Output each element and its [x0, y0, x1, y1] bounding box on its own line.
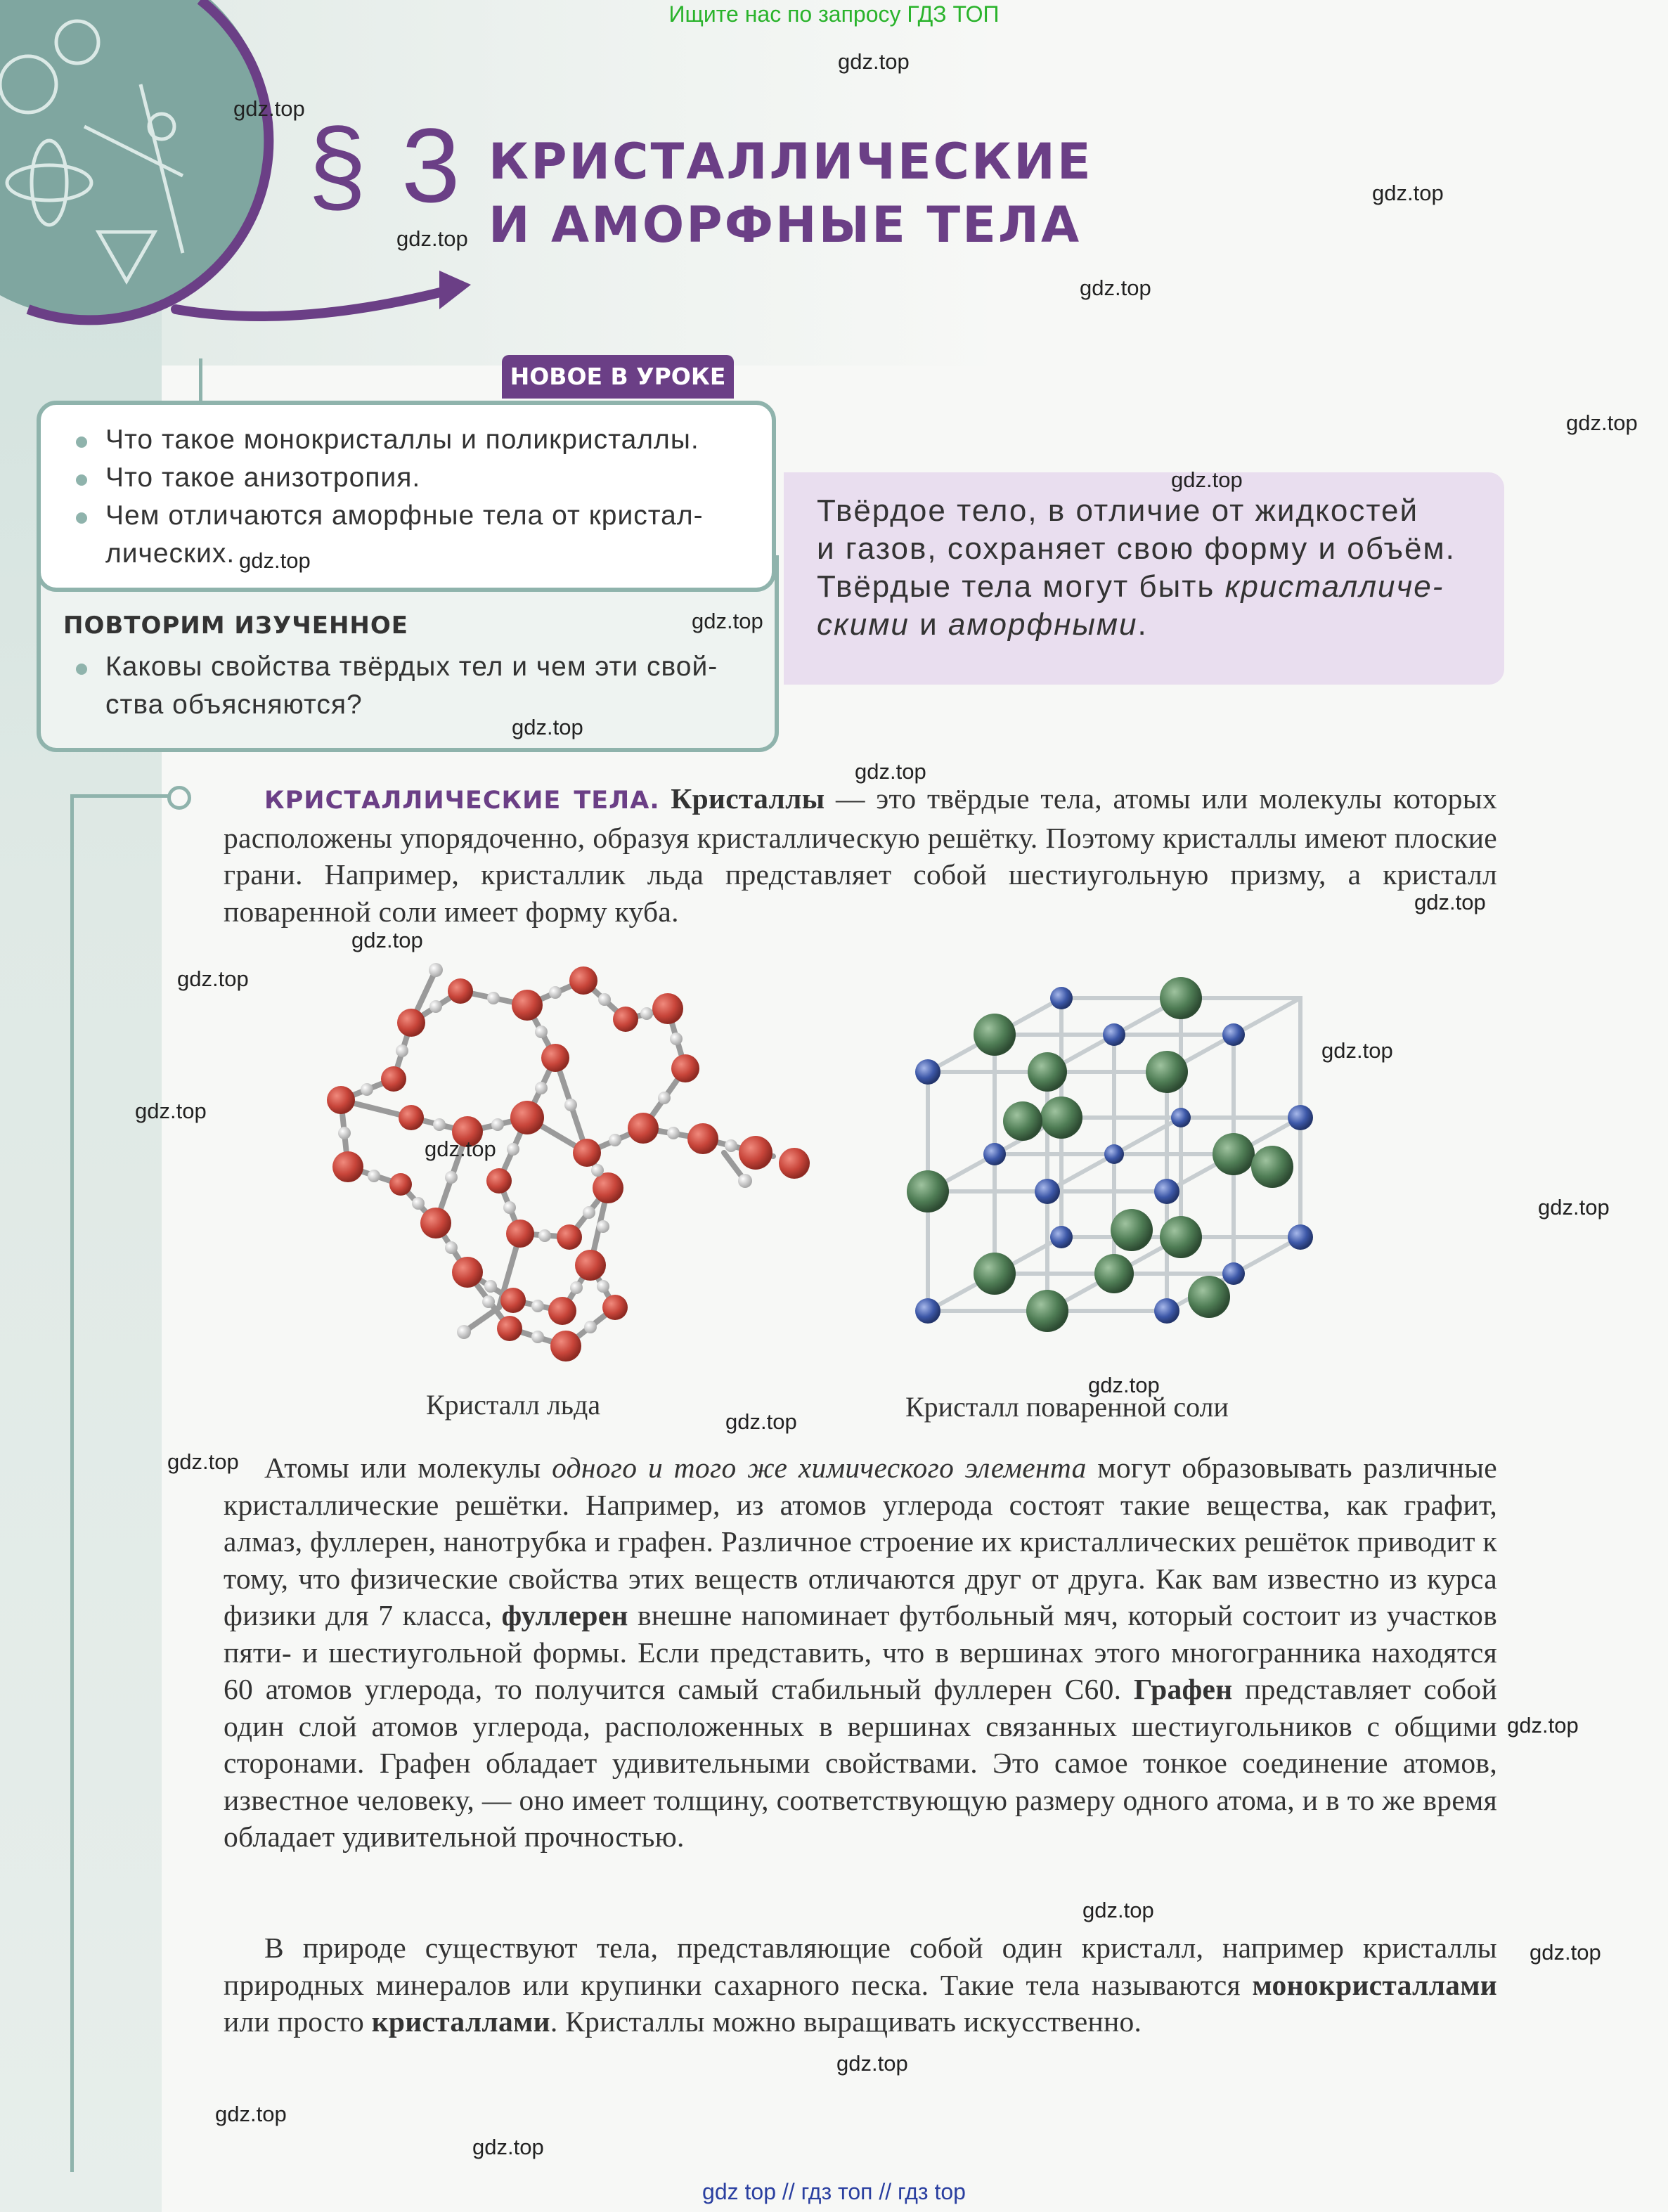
paragraph-carbon	[224, 1449, 1497, 1856]
watermark: gdz.top	[836, 2051, 908, 2076]
section1-text: — это твёрдые тела, атомы или молекулы которых расположены упорядоченно, образуя кристаллическую решётку. Поэтому кристаллы имеют плоские грани. Например, кристаллик льда представляет собой шестиугольную призму, а кристалл поваренной соли имеет форму куба.	[224, 782, 1497, 928]
definition-plain: Твёрдые тела могут быть	[817, 569, 1225, 604]
definition-line-1: Твёрдое тело, в отличие от жидкостей	[817, 493, 1419, 528]
paragraph2-italic: одного и того же химического элемента	[552, 1451, 1087, 1484]
watermark: gdz.top	[1530, 1940, 1601, 1965]
term-fullerene: фуллерен	[501, 1599, 628, 1631]
definition-text	[817, 492, 1470, 644]
definition-italic: кристалличе-	[1224, 569, 1444, 604]
definition-plain: .	[1137, 607, 1148, 642]
section-marker-icon	[167, 786, 191, 810]
definition-italic: скими	[817, 607, 910, 642]
salt-caption: Кристалл поваренной соли	[905, 1391, 1229, 1423]
ice-caption: Кристалл льда	[426, 1389, 601, 1421]
search-hint-banner: Ищите нас по запросу ГДЗ ТОП	[668, 1, 1000, 27]
paragraph-monocrystals	[224, 1929, 1497, 2040]
paragraph3-text: . Кристаллы можно выращивать искусственно.	[550, 2005, 1142, 2038]
ice-crystal-figure	[288, 942, 829, 1392]
watermark: gdz.top	[135, 1099, 207, 1123]
watermark: gdz.top	[1507, 1713, 1579, 1738]
term-monocrystals: монокристаллами	[1252, 1968, 1497, 2001]
definition-line-2: и газов, сохраняет свою форму и объём.	[817, 531, 1456, 566]
bullet-icon	[76, 474, 87, 486]
watermark: gdz.top	[233, 96, 305, 121]
review-item-line-1: Каковы свойства твёрдых тел и чем эти свой-	[105, 652, 718, 682]
definition-line-4	[817, 606, 1470, 644]
salt-crystal-figure	[900, 977, 1321, 1371]
title-line-2: И АМОРФНЫЕ ТЕЛА	[489, 196, 1082, 254]
watermark: gdz.top	[1171, 467, 1243, 492]
new-in-lesson-badge: НОВОЕ В УРОКЕ	[502, 355, 734, 399]
watermark: gdz.top	[425, 1137, 496, 1161]
watermark: gdz.top	[167, 1449, 239, 1474]
footer-watermark: gdz top // гдз топ // гдз top	[702, 2179, 966, 2204]
paragraph2-text: Атомы или молекулы	[264, 1451, 552, 1484]
definition-plain: и	[909, 607, 948, 642]
watermark: gdz.top	[1321, 1038, 1393, 1063]
new-item-2: Что такое анизотропия.	[105, 463, 421, 493]
watermark: gdz.top	[1088, 1373, 1160, 1397]
section-lead: КРИСТАЛЛИЧЕСКИЕ ТЕЛА.	[264, 787, 660, 815]
new-item-1: Что такое монокристаллы и поликристаллы.	[105, 425, 699, 455]
watermark: gdz.top	[855, 759, 926, 784]
watermark: gdz.top	[692, 609, 763, 633]
term-crystals: Кристаллы	[671, 782, 825, 815]
paragraph3-text: или просто	[224, 2005, 372, 2038]
review-heading: ПОВТОРИМ ИЗУЧЕННОЕ	[63, 612, 408, 640]
watermark: gdz.top	[1538, 1195, 1610, 1220]
watermark: gdz.top	[725, 1409, 797, 1434]
frame-line-vertical	[70, 794, 74, 2172]
page-title	[489, 130, 1093, 257]
paragraph2-text: могут образовывать различные кристаллические решётки. Например, из атомов углерода состоят такие вещества, как графит, алмаз, фуллерен, нанотрубка и графен. Различное строение их кристаллических решёток приводит к тому, что физические свойства этих веществ отличаются друг от друга. Как вам известно из курса физики для 7 класса,	[224, 1451, 1497, 1631]
term-crystals-bold: кристаллами	[371, 2005, 550, 2038]
watermark: gdz.top	[177, 966, 249, 991]
definition-line-3	[817, 568, 1470, 606]
watermark: gdz.top	[1414, 890, 1486, 914]
watermark: gdz.top	[239, 548, 311, 573]
watermark: gdz.top	[1566, 410, 1638, 435]
section-crystalline-bodies	[224, 780, 1497, 930]
review-item-line-2: ства объясняются?	[105, 690, 363, 720]
watermark: gdz.top	[512, 715, 583, 739]
new-item-3: Чем отличаются аморфные тела от кристал-	[105, 500, 704, 531]
paragraph3-text: В природе существуют тела, представляющие собой один кристалл, например кристаллы природных минералов или крупинки сахарного песка. Такие тела называются	[224, 1932, 1497, 2001]
watermark: gdz.top	[351, 928, 423, 952]
paragraph-number: § 3	[308, 106, 463, 224]
bullet-icon	[76, 664, 87, 675]
paragraph2-text: представляет собой один слой атомов углерода, расположенных в вершинах связанных шестиугольников с общими сторонами. Графен обладает удивительными свойствами. Это самое тонкое соединение атомов, известное человеку, — оно имеет толщину, соответствующую размеру одного атома, и в то же время обладает удивительной прочностью.	[224, 1673, 1497, 1853]
watermark: gdz.top	[215, 2102, 287, 2126]
paragraph2-text: внешне напоминает футбольный мяч, который состоит из участков пяти- и шестиугольной формы. Если представить, что в вершинах этого многогранника находятся 60 атомов углерода, то получится самый стабильный фуллерен С60.	[224, 1599, 1497, 1705]
watermark: gdz.top	[1372, 181, 1444, 205]
watermark: gdz.top	[1080, 276, 1151, 300]
watermark: gdz.top	[396, 226, 468, 251]
bullet-icon	[76, 512, 87, 524]
frame-line-horizontal	[70, 794, 169, 798]
watermark: gdz.top	[1082, 1898, 1154, 1922]
bullet-icon	[76, 436, 87, 448]
watermark: gdz.top	[838, 49, 910, 74]
definition-italic: аморфными	[948, 607, 1138, 642]
new-item-3-cont: лических.	[105, 538, 235, 569]
term-graphene: Графен	[1134, 1673, 1233, 1705]
watermark: gdz.top	[472, 2135, 544, 2159]
title-line-1: КРИСТАЛЛИЧЕСКИЕ	[489, 133, 1093, 190]
